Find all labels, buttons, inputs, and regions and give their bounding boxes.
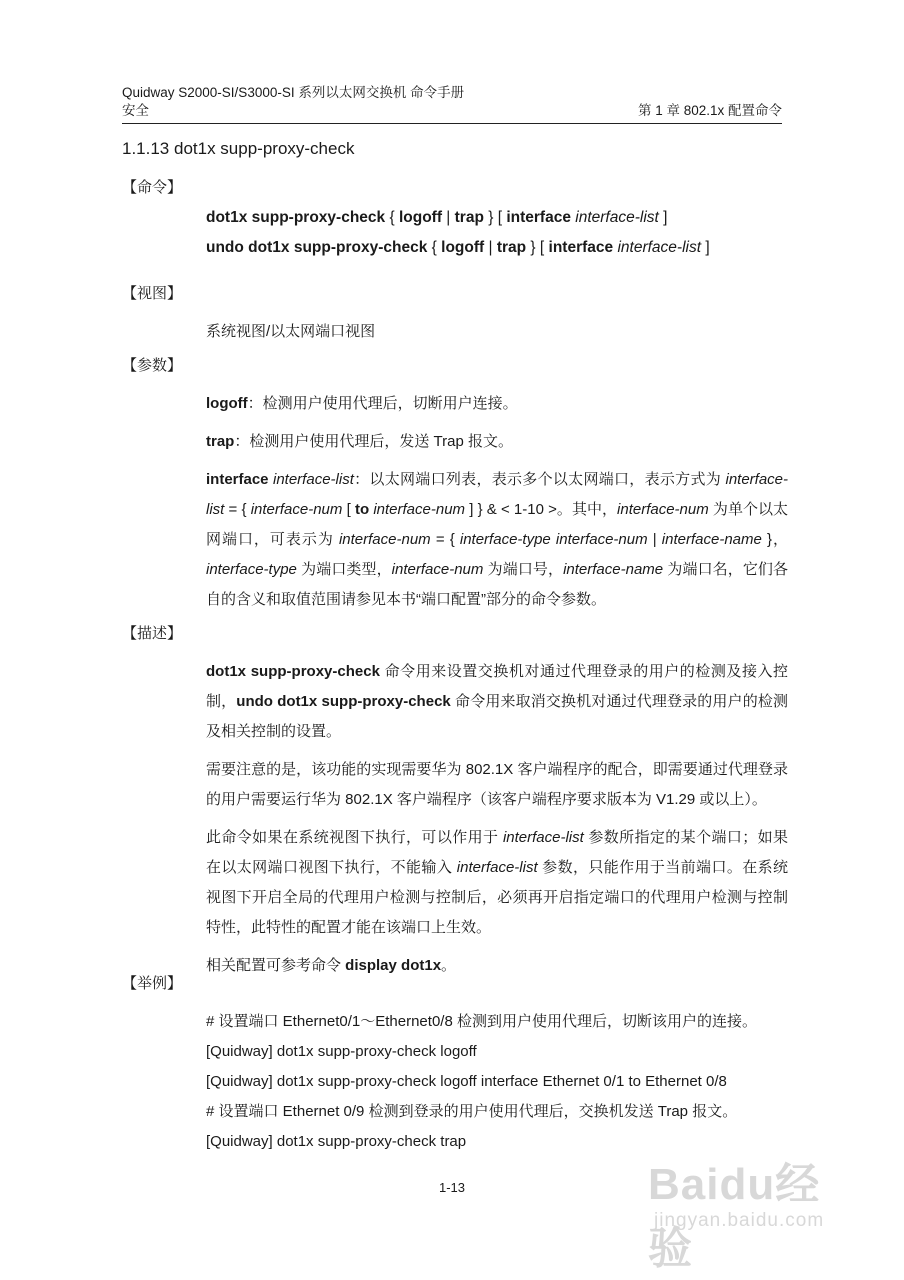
example-line: # 设置端口 Ethernet 0/9 检测到登录的用户使用代理后，交换机发送 Trap 报文。 [206, 1103, 738, 1120]
param-logoff: logoff：检测用户使用代理后，切断用户连接。 [206, 395, 518, 412]
description-paragraph-3: 此命令如果在系统视图下执行，可以作用于 interface-list 参数所指定的某个端口；如果在以太网端口视图下执行，不能输入 interface-list 参数，只能作用于当前端口。在系统视图下开启全局的代理用户检测与控制后，必须再开启指定端口的代理用户检测与控制特性，此特性的配置才能在该端口上生效。 [206, 829, 789, 936]
params-label: 【参数】 [122, 357, 183, 374]
description-paragraph-2: 需要注意的是，该功能的实现需要华为 802.1X 客户端程序的配合，即需要通过代理登录的用户需要运行华为 802.1X 客户端程序（该客户端程序要求版本为 V1.29 或以上）。 [206, 761, 788, 808]
description-paragraph-4: 相关配置可参考命令 display dot1x。 [206, 957, 457, 974]
command-syntax-line: dot1x supp-proxy-check { logoff | trap } [ interface interface-list ] [206, 209, 668, 226]
section-title: 1.1.13 dot1x supp-proxy-check [122, 139, 355, 158]
header-divider [122, 123, 782, 124]
param-interface: interface interface-list：以太网端口列表，表示多个以太网端口，表示方式为 interface-list = { interface-num [ to interface-num ] } & < 1-10 >。其中，interface-num 为单个以太网端口，可表示为 interface-num = { interface-type interface-num | interface-name }，interface-type 为端口类型，interface-num 为端口号，interface-name 为端口名，它们各自的含义和取值范围请参见本书“端口配置”部分的命令参数。 [206, 471, 789, 608]
page-number: 1-13 [438, 1180, 466, 1195]
baidu-watermark [648, 1148, 858, 1273]
header-volume: 安全 [122, 103, 149, 118]
example-line: # 设置端口 Ethernet0/1～Ethernet0/8 检测到用户使用代理后，切断该用户的连接。 [206, 1013, 757, 1030]
example-line: [Quidway] dot1x supp-proxy-check logoff interface Ethernet 0/1 to Ethernet 0/8 [206, 1073, 727, 1090]
example-label: 【举例】 [122, 975, 183, 992]
header-chapter: 第 1 章 802.1x 配置命令 [637, 103, 782, 118]
view-label: 【视图】 [122, 285, 183, 302]
view-text: 系统视图/以太网端口视图 [206, 323, 376, 340]
example-section [122, 972, 788, 1157]
params-section [122, 354, 788, 615]
command-section [122, 176, 788, 263]
description-paragraph-1: dot1x supp-proxy-check 命令用来设置交换机对通过代理登录的用户的检测及接入控制，undo dot1x supp-proxy-check 命令用来取消交换机对通过代理登录的用户的检测及相关控制的设置。 [206, 663, 789, 740]
undo-command-syntax-line: undo dot1x supp-proxy-check { logoff | trap } [ interface interface-list ] [206, 239, 710, 256]
example-line: [Quidway] dot1x supp-proxy-check trap [206, 1133, 467, 1150]
command-label: 【命令】 [122, 179, 183, 196]
description-section [122, 622, 788, 981]
param-trap: trap：检测用户使用代理后，发送 Trap 报文。 [206, 433, 513, 450]
example-line: [Quidway] dot1x supp-proxy-check logoff [206, 1043, 477, 1060]
header-product: Quidway S2000-SI/S3000-SI 系列以太网交换机 命令手册 [122, 85, 465, 100]
watermark-logo: Baidu经验 [648, 1160, 821, 1273]
watermark-url: jingyan.baidu.com [654, 1210, 825, 1231]
page-header [122, 84, 782, 120]
description-label: 【描述】 [122, 625, 183, 642]
view-section [122, 282, 788, 347]
